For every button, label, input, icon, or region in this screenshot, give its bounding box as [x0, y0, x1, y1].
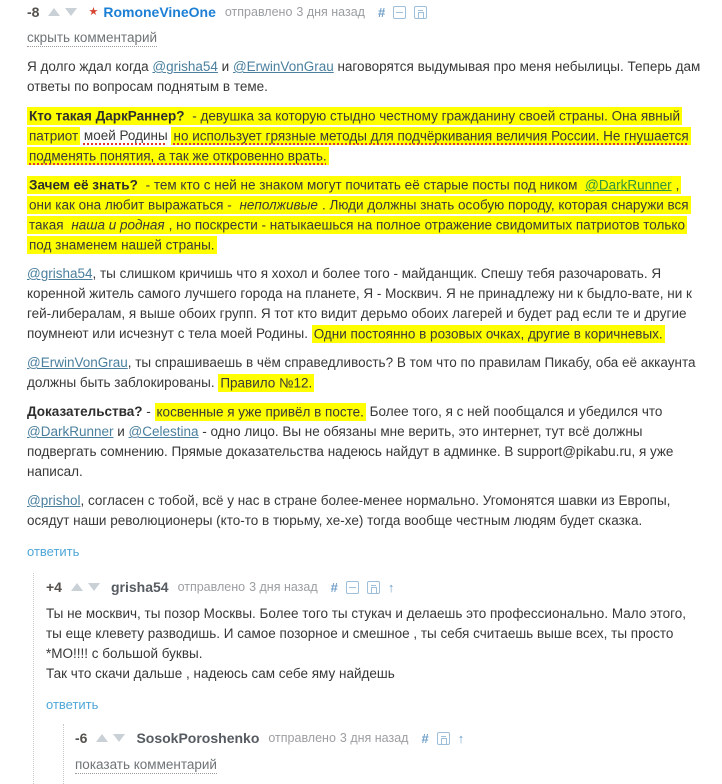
downvote-arrow[interactable] — [88, 583, 100, 591]
text-segment: . Люди должны знать особую породу, которая снаружи вся такая — [29, 197, 689, 232]
sent-label: отправлено — [224, 5, 293, 19]
text-segment: но использует грязные методы для подчёркивания величия России. Не гнушается подменять понятия, а так же откровенно врать. — [29, 128, 689, 163]
text-segment: и — [217, 59, 233, 74]
user-mention-link[interactable]: @Celestina — [128, 424, 199, 439]
save-icon[interactable] — [437, 732, 450, 745]
comment-meta — [178, 580, 318, 594]
text-segment: , согласен с тобой, всё у нас в стране более-менее нормально. Угомонятся шавки из Европы, осядут наши революционеры (кто-то в тюрьму, хе-хе) тогда вообще честным людям будет сказка. — [27, 493, 671, 528]
text-segment: , они как она любит выражаться - — [29, 177, 680, 212]
downvote-arrow[interactable] — [65, 8, 77, 16]
text-segment: неполживые — [239, 197, 318, 212]
user-mention-link[interactable]: @DarkRunner — [27, 424, 114, 439]
comment-body — [46, 604, 702, 684]
text-segment: , ты слишком кричишь что я хохол и более того - майданщик. Спешу тебя разочаровать. Я коренной житель самого лучшего города на планете, Я - Москвич. Я не принадлежу ни к быдло-вате, ни к гей-либералам, я выше обоих групп. Я тот кто видит дерьмо обоих лагерей и будет рад если те и другие поумнеют или исчезнут с тела моей Родины. — [27, 266, 692, 341]
text-segment: Ты не москвич, ты позор Москвы. Более того ты стукач и делаешь это профессионально. Мало этого, ты еще клевету разводишь. И самое позорное и смешное , ты себя считаешь выше всех, ты просто *МО!!!! с большой буквы. — [46, 606, 687, 661]
text-segment: - одно лицо. Вы не обязаны мне верить, это интернет, тут всё должны подвергать сомнению. Прямые доказательства надеюсь найдут в админке. В support@pikabu.ru, я уже написал. — [27, 424, 674, 479]
permalink-icon[interactable]: # — [421, 730, 429, 746]
text-segment: Одни постоянно в розовых очках, другие в коричневых. — [313, 326, 663, 341]
comment-time: 3 дня назад — [296, 5, 365, 19]
text-segment: - девушка за которую стыдно честному гражданину своей страны. Она явный патриот — [29, 108, 680, 143]
comment — [27, 4, 702, 784]
comment-rating: -6 — [75, 730, 88, 746]
comment-paragraph — [27, 491, 702, 531]
author-link[interactable]: grisha54 — [110, 579, 169, 595]
thread-indent — [63, 724, 702, 784]
text-segment: , но поскрести - натыкаешься на полное отражение свидомитых патриотов только под знаменем нашей страны. — [29, 217, 685, 252]
text-segment: Зачем её знать? — [29, 177, 138, 192]
comment-header — [27, 4, 702, 20]
comment-meta — [225, 5, 365, 19]
reply-link[interactable]: ответить — [27, 544, 80, 559]
comment-paragraph — [46, 604, 702, 684]
user-mention-link[interactable]: @DarkRunner — [585, 177, 672, 192]
comment-time: 3 дня назад — [339, 731, 409, 745]
text-segment: косвенные я уже привёл в посте. — [156, 404, 364, 419]
text-segment: Так что скачи дальше , надеюсь сам себе яму найдешь — [46, 666, 395, 681]
text-segment: Более того, я с ней пообщался и убедился что — [365, 404, 663, 419]
sent-label: отправлено — [268, 731, 336, 745]
user-mention-link[interactable]: @prishol — [27, 493, 81, 508]
author-link[interactable]: SosokPoroshenko — [136, 730, 260, 746]
comment-paragraph — [27, 264, 702, 344]
author-link[interactable]: RomoneVineOne — [103, 4, 216, 20]
op-star-icon: ★ — [88, 5, 99, 18]
comment-actions — [378, 5, 427, 20]
text-segment: Доказательства? — [27, 404, 143, 419]
parent-link-icon[interactable]: ↑ — [457, 730, 465, 746]
text-segment: - тем кто с ней не знаком могут почитать её старые посты под ником — [141, 177, 582, 192]
text-segment: наша и родная — [71, 217, 165, 232]
comment-meta — [268, 731, 408, 745]
text-segment: Кто такая ДаркРаннер? — [29, 108, 185, 123]
hide-comment-link[interactable]: скрыть комментарий — [27, 30, 158, 45]
comment-paragraph — [27, 402, 702, 482]
parent-link-icon[interactable]: ↑ — [387, 579, 395, 595]
comment-actions — [421, 731, 464, 746]
user-mention-link[interactable]: @grisha54 — [152, 59, 218, 74]
text-segment: - — [142, 404, 155, 419]
save-icon[interactable] — [414, 6, 427, 19]
reply-link[interactable]: ответить — [46, 697, 99, 712]
comment — [75, 730, 702, 784]
comment-paragraph — [27, 353, 702, 393]
show-comment-link[interactable]: показать комментарий — [75, 757, 217, 772]
comment-paragraph — [27, 175, 702, 255]
upvote-arrow[interactable] — [48, 8, 60, 16]
comment-paragraph — [27, 106, 702, 166]
text-segment: моей Родины — [83, 128, 168, 143]
permalink-icon[interactable]: # — [377, 4, 386, 20]
comment-rating: +4 — [46, 579, 62, 595]
upvote-arrow[interactable] — [71, 583, 83, 591]
user-mention-link[interactable]: @ErwinVonGrau — [27, 355, 128, 370]
text-segment: и — [113, 424, 129, 439]
text-segment: наговорятся выдумывая про меня небылицы. Теперь дам ответы по вопросам поднятым в теме. — [27, 59, 701, 94]
comment-body — [27, 57, 702, 531]
comment-rating: -8 — [27, 4, 40, 20]
user-mention-link[interactable]: @grisha54 — [27, 266, 93, 281]
save-icon[interactable] — [367, 581, 380, 594]
thread-indent — [33, 573, 702, 784]
comment-header — [46, 579, 702, 595]
comment-paragraph — [27, 57, 702, 97]
permalink-icon[interactable]: # — [330, 579, 338, 595]
collapse-icon[interactable] — [346, 581, 359, 594]
text-segment: , ты спрашиваешь в чём справедливость? В том что по правилам Пикабу, оба её аккаунта должны быть заблокированы. — [27, 355, 696, 390]
user-mention-link[interactable]: @ErwinVonGrau — [232, 59, 334, 74]
text-segment: Я долго ждал когда — [27, 59, 153, 74]
text-segment: Правило №12. — [220, 375, 313, 390]
downvote-arrow[interactable] — [113, 734, 125, 742]
comment-header — [75, 730, 702, 746]
sent-label: отправлено — [177, 580, 246, 594]
comment-time: 3 дня назад — [249, 580, 318, 594]
collapse-icon[interactable] — [393, 6, 406, 19]
comment — [46, 579, 702, 784]
comment-actions — [331, 580, 395, 595]
upvote-arrow[interactable] — [96, 734, 108, 742]
